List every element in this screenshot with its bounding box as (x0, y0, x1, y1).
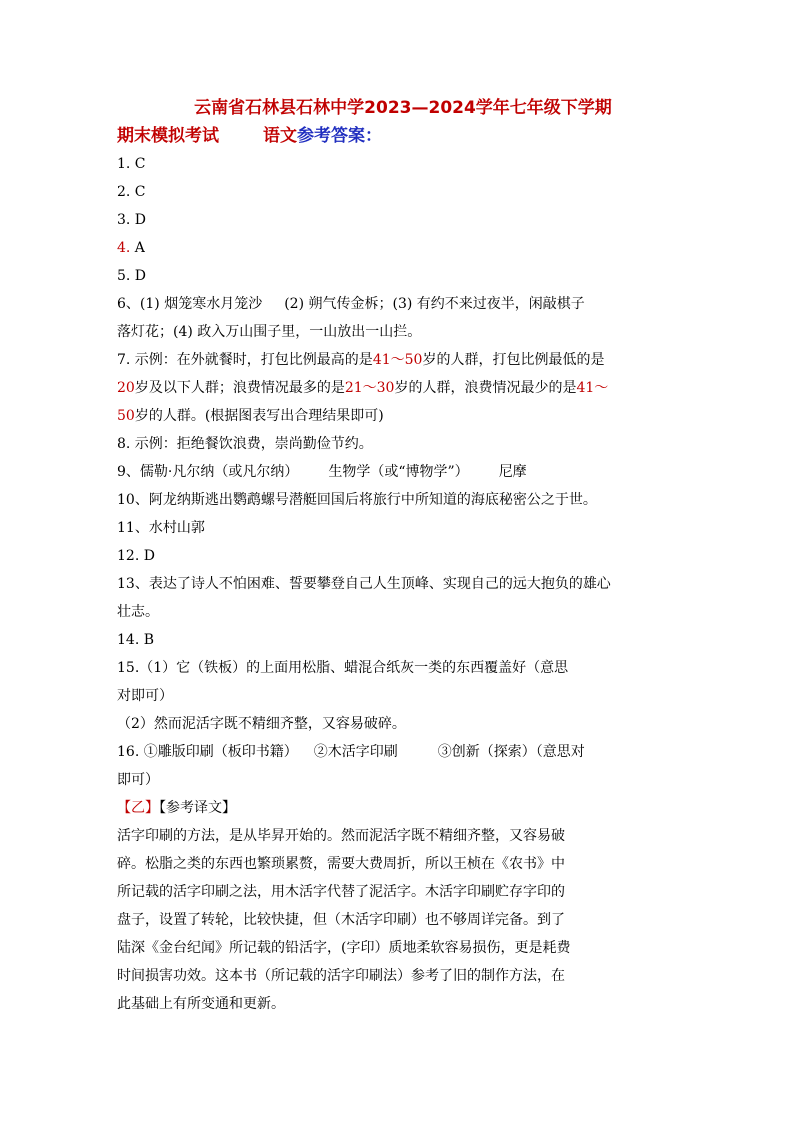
answer-sheet (117, 94, 679, 1018)
answer-13-line-1: 13、表达了诗人不怕困难、誓要攀登自己人生顶峰、实现自己的远大抱负的雄心 (117, 576, 611, 592)
answer-2: 2. C (117, 184, 146, 200)
translation-line: 时间损害功效。这本书（所记载的活字印刷法）参考了旧的制作方法，在 (117, 968, 565, 984)
answer-7-age-lowest: 20 (117, 380, 135, 396)
answer-6-line-2: 落灯花；(4) 政入万山围子里，一山放出一山拦。 (117, 324, 422, 340)
answer-3: 3. D (117, 212, 147, 228)
translation-heading (117, 794, 679, 822)
translation-line: 陆深《金台纪闻》所记载的铅活字，(字印）质地柔软容易损伤，更是耗费 (117, 940, 571, 956)
translation-tag-label: 【参考译文】 (159, 800, 236, 816)
answer-7-line-2 (117, 374, 679, 402)
answer-4-number: 4. (117, 240, 131, 256)
answer-7-text: 岁的人群，打包比例最低的是 (422, 352, 605, 368)
document-title: 云南省石林县石林中学2023—2024学年七年级下学期 (194, 98, 612, 118)
answer-7-line-1 (117, 346, 679, 374)
answer-4 (117, 234, 679, 262)
answer-7-range-waste-most: 21～30 (344, 380, 395, 396)
answer-15-line-2: 对即可） (117, 688, 173, 704)
translation-line: 活字印刷的方法，是从毕昇开始的。然而泥活字既不精细齐整，又容易破 (117, 828, 565, 844)
answer-1: 1. C (117, 156, 146, 172)
answer-6-part-b: (2) 朔气传金柝；(3) 有约不来过夜半，闲敲棋子 (284, 296, 585, 312)
subtitle-exam-name: 期末模拟考试 (117, 126, 219, 146)
answer-7-range-waste-least-end: 50 (117, 408, 135, 424)
answer-7-text: 岁的人群，浪费情况最少的是 (394, 380, 577, 396)
answer-10: 10、阿龙纳斯逃出鹦鹉螺号潜艇回国后将旅行中所知道的海底秘密公之于世。 (117, 492, 597, 508)
answer-9-author: 9、儒勒·凡尔纳（或凡尔纳） (117, 464, 299, 480)
answer-7-range-waste-least: 41～ (576, 380, 609, 396)
answer-7-text: 7. 示例：在外就餐时，打包比例最高的是 (117, 352, 373, 368)
answer-9-subject: 生物学（或“博物学”） (328, 464, 469, 480)
answer-7-text: 岁的人群。(根据图表写出合理结果即可) (134, 408, 384, 424)
answer-14: 14. B (117, 632, 155, 648)
answer-5: 5. D (117, 268, 147, 284)
answer-7-line-3 (117, 402, 679, 430)
answer-16-line-2: 即可） (117, 772, 159, 788)
answer-16-part-3: ③创新（探索）（意思对 (437, 744, 585, 760)
answer-9-character: 尼摩 (498, 464, 527, 480)
answer-16-line-1 (117, 738, 679, 766)
answer-6-line-1 (117, 290, 679, 318)
subtitle-subject: 语文 (263, 126, 297, 146)
answer-11: 11、水村山郭 (117, 520, 205, 536)
answer-15-line-1: 15.（1）它（铁板）的上面用松脂、蜡混合纸灰一类的东西覆盖好（意思 (117, 660, 569, 676)
answer-13-line-2: 壮志。 (117, 604, 159, 620)
answer-16-part-1: 16. ①雕版印刷（板印书籍） (117, 744, 298, 760)
subtitle-colon: ： (365, 126, 382, 146)
translation-line: 此基础上有所变通和更新。 (117, 996, 285, 1012)
answer-9 (117, 458, 679, 486)
translation-tag-yi: 【乙】 (117, 800, 159, 816)
answer-6-part-a: 6、(1) 烟笼寒水月笼沙 (117, 296, 263, 312)
answer-15-line-3: （2）然而泥活字既不精细齐整，又容易破碎。 (117, 716, 406, 732)
answer-16-part-2: ②木活字印刷 (313, 744, 398, 760)
answer-12: 12. D (117, 548, 155, 564)
translation-line: 盘子，设置了转轮，比较快捷，但（木活字印刷）也不够周详完备。到了 (117, 912, 565, 928)
translation-line: 碎。松脂之类的东西也繁琐累赘，需要大费周折，所以王桢在《农书》中 (117, 856, 565, 872)
translation-line: 所记载的活字印刷之法，用木活字代替了泥活字。木活字印刷贮存字印的 (117, 884, 565, 900)
answer-8: 8. 示例：拒绝餐饮浪费，崇尚勤俭节约。 (117, 436, 373, 452)
document-subtitle (117, 122, 679, 150)
answer-4-value: A (130, 240, 145, 256)
answer-7-range-highest: 41～50 (372, 352, 423, 368)
answer-7-text: 岁及以下人群；浪费情况最多的是 (134, 380, 345, 396)
subtitle-answer-key: 参考答案 (297, 126, 365, 146)
